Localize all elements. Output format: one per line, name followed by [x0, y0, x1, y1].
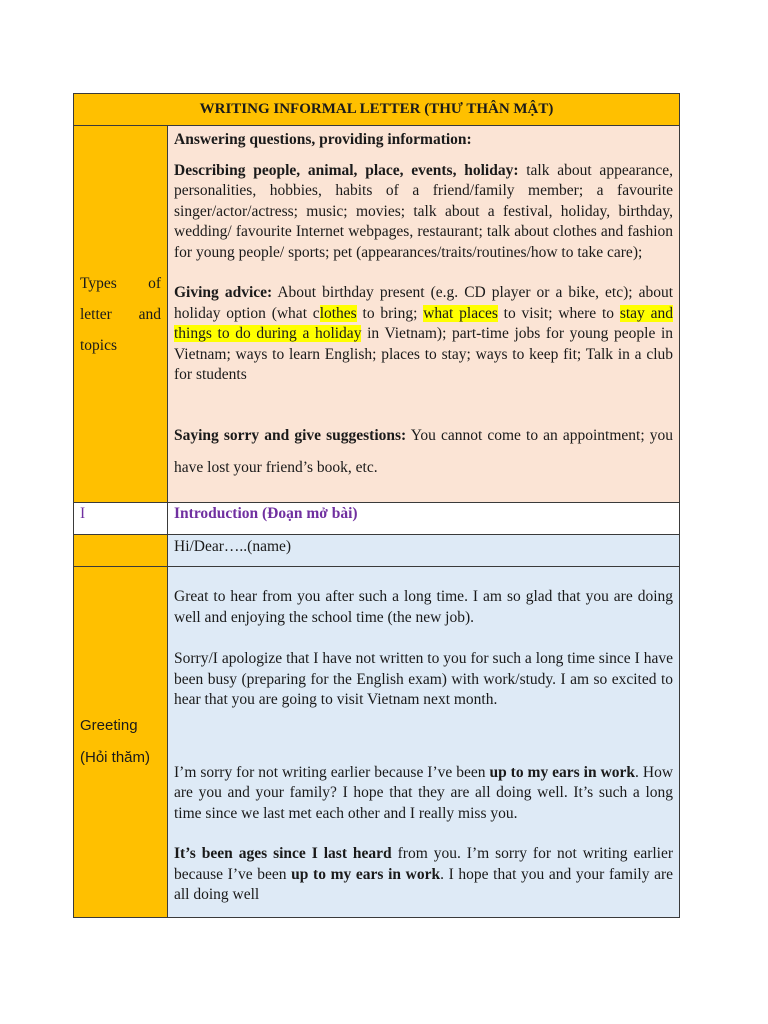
highlight-text: lothes [319, 304, 357, 322]
advice-text: in Vietnam); part-time jobs for young people in Vietnam; ways to learn English; places to stay; ways to keep fit; Talk in a club for students [174, 325, 674, 383]
label-word: letter [80, 305, 112, 323]
greeting-bold-text: up to my ears in work [291, 865, 441, 883]
intro-row [74, 503, 680, 535]
advice-text: to visit; where to [497, 304, 620, 322]
advice-text: About birthday present (e.g. CD player or a bike, etc); about holiday option (what c [174, 284, 674, 322]
greeting-paragraph: Great to hear from you after such a long time. I am so glad that you are doing well and enjoying the school time (the new job). [174, 588, 674, 626]
answering-heading: Answering questions, providing information: [174, 131, 472, 148]
highlight-text: stay and things to do during a holiday [174, 304, 673, 342]
greeting-bold-text: up to my ears in work [489, 763, 636, 781]
greeting-text: . I hope that you and your family are all doing well [174, 865, 673, 903]
label-word: and [138, 305, 161, 323]
salutation-text: Hi/Dear…..(name) [168, 535, 680, 567]
sorry-text: You cannot come to an appointment; you have lost your friend’s book, etc. [174, 426, 674, 476]
advice-paragraph [174, 283, 673, 386]
highlight-text: what places [423, 304, 498, 322]
greeting-label-line: Greeting [80, 717, 138, 734]
sorry-paragraph [174, 420, 673, 484]
label-word: of [148, 274, 161, 292]
types-row [74, 126, 680, 503]
greeting-paragraph [174, 763, 673, 825]
greeting-paragraph [174, 844, 673, 906]
advice-text: to bring; [356, 304, 424, 322]
title-row [74, 94, 680, 126]
letter-guide-table [73, 93, 680, 918]
greeting-label-cell [74, 567, 168, 918]
greeting-text: I’m sorry for not writing earlier because I’ve been [174, 763, 490, 781]
table-title: WRITING INFORMAL LETTER (THƯ THÂN MẬT) [74, 94, 680, 126]
greeting-paragraph: Sorry/I apologize that I have not written to you for such a long time since I have been busy (preparing for the English exam) with work/study. I am so excited to hear that you are going to visit Vietnam next month. [174, 650, 674, 708]
describing-text: talk about appearance, personalities, hobbies, habits of a friend/family member; a favourite singer/actor/actress; music; movies; talk about a festival, holiday, birthday, wedding/ favourite Internet webpages, restaurant; talk about clothes and fashion for young people/ sports; pet (appearances/traits/routines/how to take care); [174, 161, 674, 261]
greeting-label-line: (Hỏi thăm) [80, 749, 151, 766]
greeting-label [80, 710, 161, 774]
types-content-cell [168, 126, 680, 503]
advice-heading: Giving advice: [174, 284, 273, 301]
types-label-cell [74, 126, 168, 503]
greeting-row [74, 567, 680, 918]
label-word: Types [80, 274, 117, 292]
intro-heading: Introduction (Đoạn mở bài) [168, 503, 680, 535]
greeting-text: . How are you and your family? I hope that they are all doing well. It’s such a long time since we last met each other and I really miss you. [174, 763, 674, 822]
greeting-content-cell [168, 567, 680, 918]
describing-paragraph [174, 161, 673, 264]
sorry-heading: Saying sorry and give suggestions: [174, 426, 407, 444]
describing-heading: Describing people, animal, place, events, holiday: [174, 161, 519, 179]
types-label [80, 268, 161, 361]
greeting-bold-text: It’s been ages since I last heard [174, 845, 392, 862]
salutation-label-cell [74, 535, 168, 567]
salutation-row [74, 535, 680, 567]
intro-number: I [74, 503, 168, 535]
label-word: topics [80, 336, 118, 354]
greeting-text: from you. I’m sorry for not writing earlier because I’ve been [174, 845, 674, 883]
